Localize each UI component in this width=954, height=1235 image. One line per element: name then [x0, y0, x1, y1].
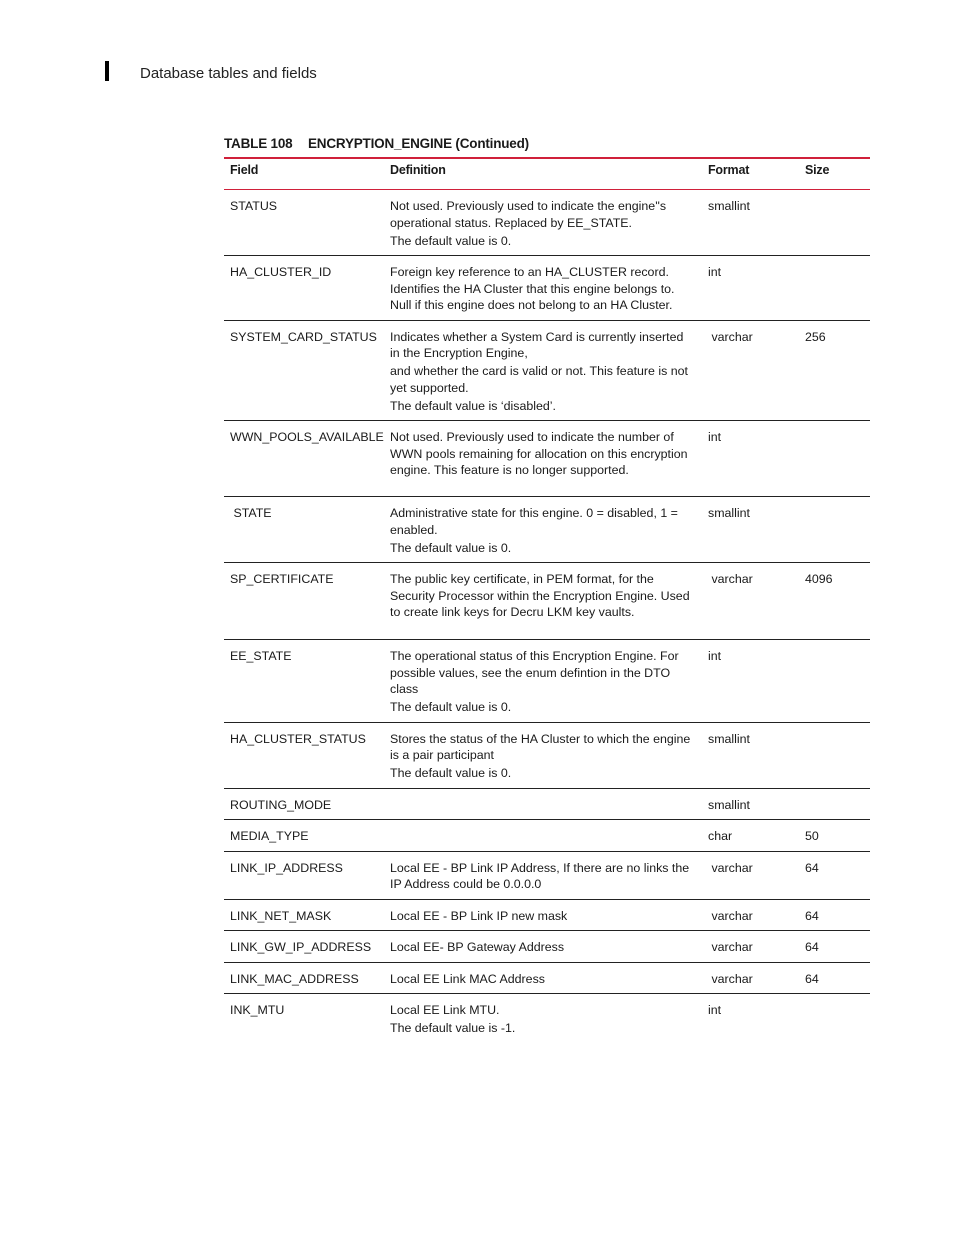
field-name-cell: LINK_IP_ADDRESS	[224, 851, 384, 899]
definition-cell	[384, 899, 702, 931]
table-number: TABLE 108	[224, 136, 293, 151]
table-row	[224, 256, 870, 321]
field-name-cell: SYSTEM_CARD_STATUS	[224, 320, 384, 421]
table-row	[224, 899, 870, 931]
table-row	[224, 820, 870, 852]
definition-line: Local EE Link MTU.	[390, 1003, 500, 1017]
change-bar	[105, 61, 109, 81]
table-row	[224, 421, 870, 497]
format-cell: smallint	[702, 190, 799, 256]
table-title: ENCRYPTION_ENGINE (Continued)	[308, 136, 529, 151]
format-cell: smallint	[702, 788, 799, 820]
field-name-cell: MEDIA_TYPE	[224, 820, 384, 852]
definition-line: The default value is ‘disabled’.	[390, 398, 556, 413]
definition-line: The default value is 0.	[390, 540, 512, 555]
definition-line: Local EE Link MAC Address	[390, 971, 545, 986]
field-name-cell: HA_CLUSTER_ID	[224, 256, 384, 321]
field-name-cell: EE_STATE	[224, 640, 384, 723]
format-cell: smallint	[702, 722, 799, 788]
definition-line: The default value is 0.	[390, 766, 512, 780]
field-name-cell: HA_CLUSTER_STATUS	[224, 722, 384, 788]
definition-line: Local EE - BP Link IP Address, If there are no links the IP Address could be 0.0.0.0	[390, 860, 690, 891]
definition-line: Stores the status of the HA Cluster to which the engine is a pair participant	[390, 731, 691, 762]
table-row	[224, 851, 870, 899]
size-cell	[799, 497, 870, 563]
definition-cell	[384, 421, 702, 497]
definition-line: Not used. Previously used to indicate the number of WWN pools remaining for allocation on this encryption engine. This feature is no longer supported.	[390, 430, 688, 477]
field-name-cell: INK_MTU	[230, 1003, 285, 1017]
field-name-cell: ROUTING_MODE	[224, 788, 384, 820]
field-name-cell: LINK_NET_MASK	[224, 899, 384, 931]
definition-line: Indicates whether a System Card is currently inserted in the Encryption Engine,	[390, 329, 684, 360]
format-cell: int	[702, 640, 799, 723]
definition-line: and whether the card is valid or not. This feature is not yet supported.	[390, 364, 688, 395]
running-head: Database tables and fields	[140, 65, 317, 82]
definition-line: The default value is 0.	[390, 700, 512, 714]
definition-line: The public key certificate, in PEM format, for the Security Processor within the Encryption Engine. Used to create link keys for Decru LKM key vaults.	[390, 572, 690, 619]
format-cell: int	[708, 1003, 722, 1017]
table-caption	[224, 136, 529, 151]
field-name-cell: STATE	[224, 497, 384, 563]
definition-cell	[384, 931, 702, 963]
table-row	[224, 320, 870, 421]
definition-line: Not used. Previously used to indicate the engine''s operational status. Replaced by EE_STATE.	[390, 199, 667, 230]
definition-line: Administrative state for this engine. 0 = disabled, 1 = enabled.	[390, 506, 678, 537]
definition-cell	[384, 256, 702, 321]
table-row	[224, 722, 870, 788]
field-name-cell: WWN_POOLS_AVAILABLE	[224, 421, 384, 497]
definition-cell	[384, 962, 702, 994]
column-header-size: Size	[799, 158, 870, 190]
size-cell: 64	[799, 851, 870, 899]
definition-cell	[384, 563, 702, 640]
table-row	[224, 788, 870, 820]
size-cell: 256	[799, 320, 870, 421]
size-cell	[799, 256, 870, 321]
format-cell: varchar	[702, 320, 799, 421]
format-cell: varchar	[702, 563, 799, 640]
definition-line: The operational status of this Encryption Engine. For possible values, see the enum defintion in the DTO class	[390, 649, 679, 696]
definition-cell	[384, 820, 702, 852]
definition-cell	[384, 320, 702, 421]
definition-line: Foreign key reference to an HA_CLUSTER record. Identifies the HA Cluster that this engine belongs to. Null if this engine does not belong to an HA Cluster.	[390, 265, 675, 312]
table-row	[224, 994, 870, 1043]
format-cell: varchar	[702, 931, 799, 963]
definition-cell	[384, 851, 702, 899]
size-cell	[799, 722, 870, 788]
field-name-cell: LINK_GW_IP_ADDRESS	[224, 931, 384, 963]
format-cell: varchar	[702, 851, 799, 899]
format-cell: varchar	[702, 962, 799, 994]
format-cell: smallint	[702, 497, 799, 563]
table-header-row	[224, 158, 870, 190]
size-cell	[799, 788, 870, 820]
size-cell: 64	[799, 931, 870, 963]
size-cell: 4096	[799, 563, 870, 640]
size-cell: 64	[799, 962, 870, 994]
definition-cell	[384, 640, 702, 723]
table-row	[224, 931, 870, 963]
table-row	[224, 563, 870, 640]
definition-line: Local EE- BP Gateway Address	[390, 940, 565, 954]
field-name-cell: SP_CERTIFICATE	[224, 563, 384, 640]
column-header-format: Format	[702, 158, 799, 190]
definition-line: The default value is 0.	[390, 233, 512, 248]
format-cell: char	[702, 820, 799, 852]
format-cell: int	[702, 256, 799, 321]
definition-line: The default value is -1.	[390, 1021, 516, 1035]
definition-cell	[384, 788, 702, 820]
size-cell	[799, 421, 870, 497]
size-cell: 50	[799, 820, 870, 852]
definition-cell	[384, 994, 702, 1043]
table-row	[224, 962, 870, 994]
size-cell	[799, 640, 870, 723]
encryption-engine-table	[224, 157, 870, 1043]
format-cell: varchar	[702, 899, 799, 931]
size-cell	[799, 190, 870, 256]
field-name-cell: LINK_MAC_ADDRESS	[224, 962, 384, 994]
definition-cell	[384, 190, 702, 256]
column-header-definition: Definition	[384, 158, 702, 190]
column-header-field: Field	[224, 158, 384, 190]
table-row	[224, 497, 870, 563]
table-row	[224, 190, 870, 256]
size-cell: 64	[799, 899, 870, 931]
size-cell	[799, 994, 870, 1043]
table-row	[224, 640, 870, 723]
definition-cell	[384, 722, 702, 788]
field-name-cell: STATUS	[224, 190, 384, 256]
format-cell: int	[702, 421, 799, 497]
definition-cell	[384, 497, 702, 563]
definition-line: Local EE - BP Link IP new mask	[390, 908, 568, 923]
table-body	[224, 190, 870, 1043]
